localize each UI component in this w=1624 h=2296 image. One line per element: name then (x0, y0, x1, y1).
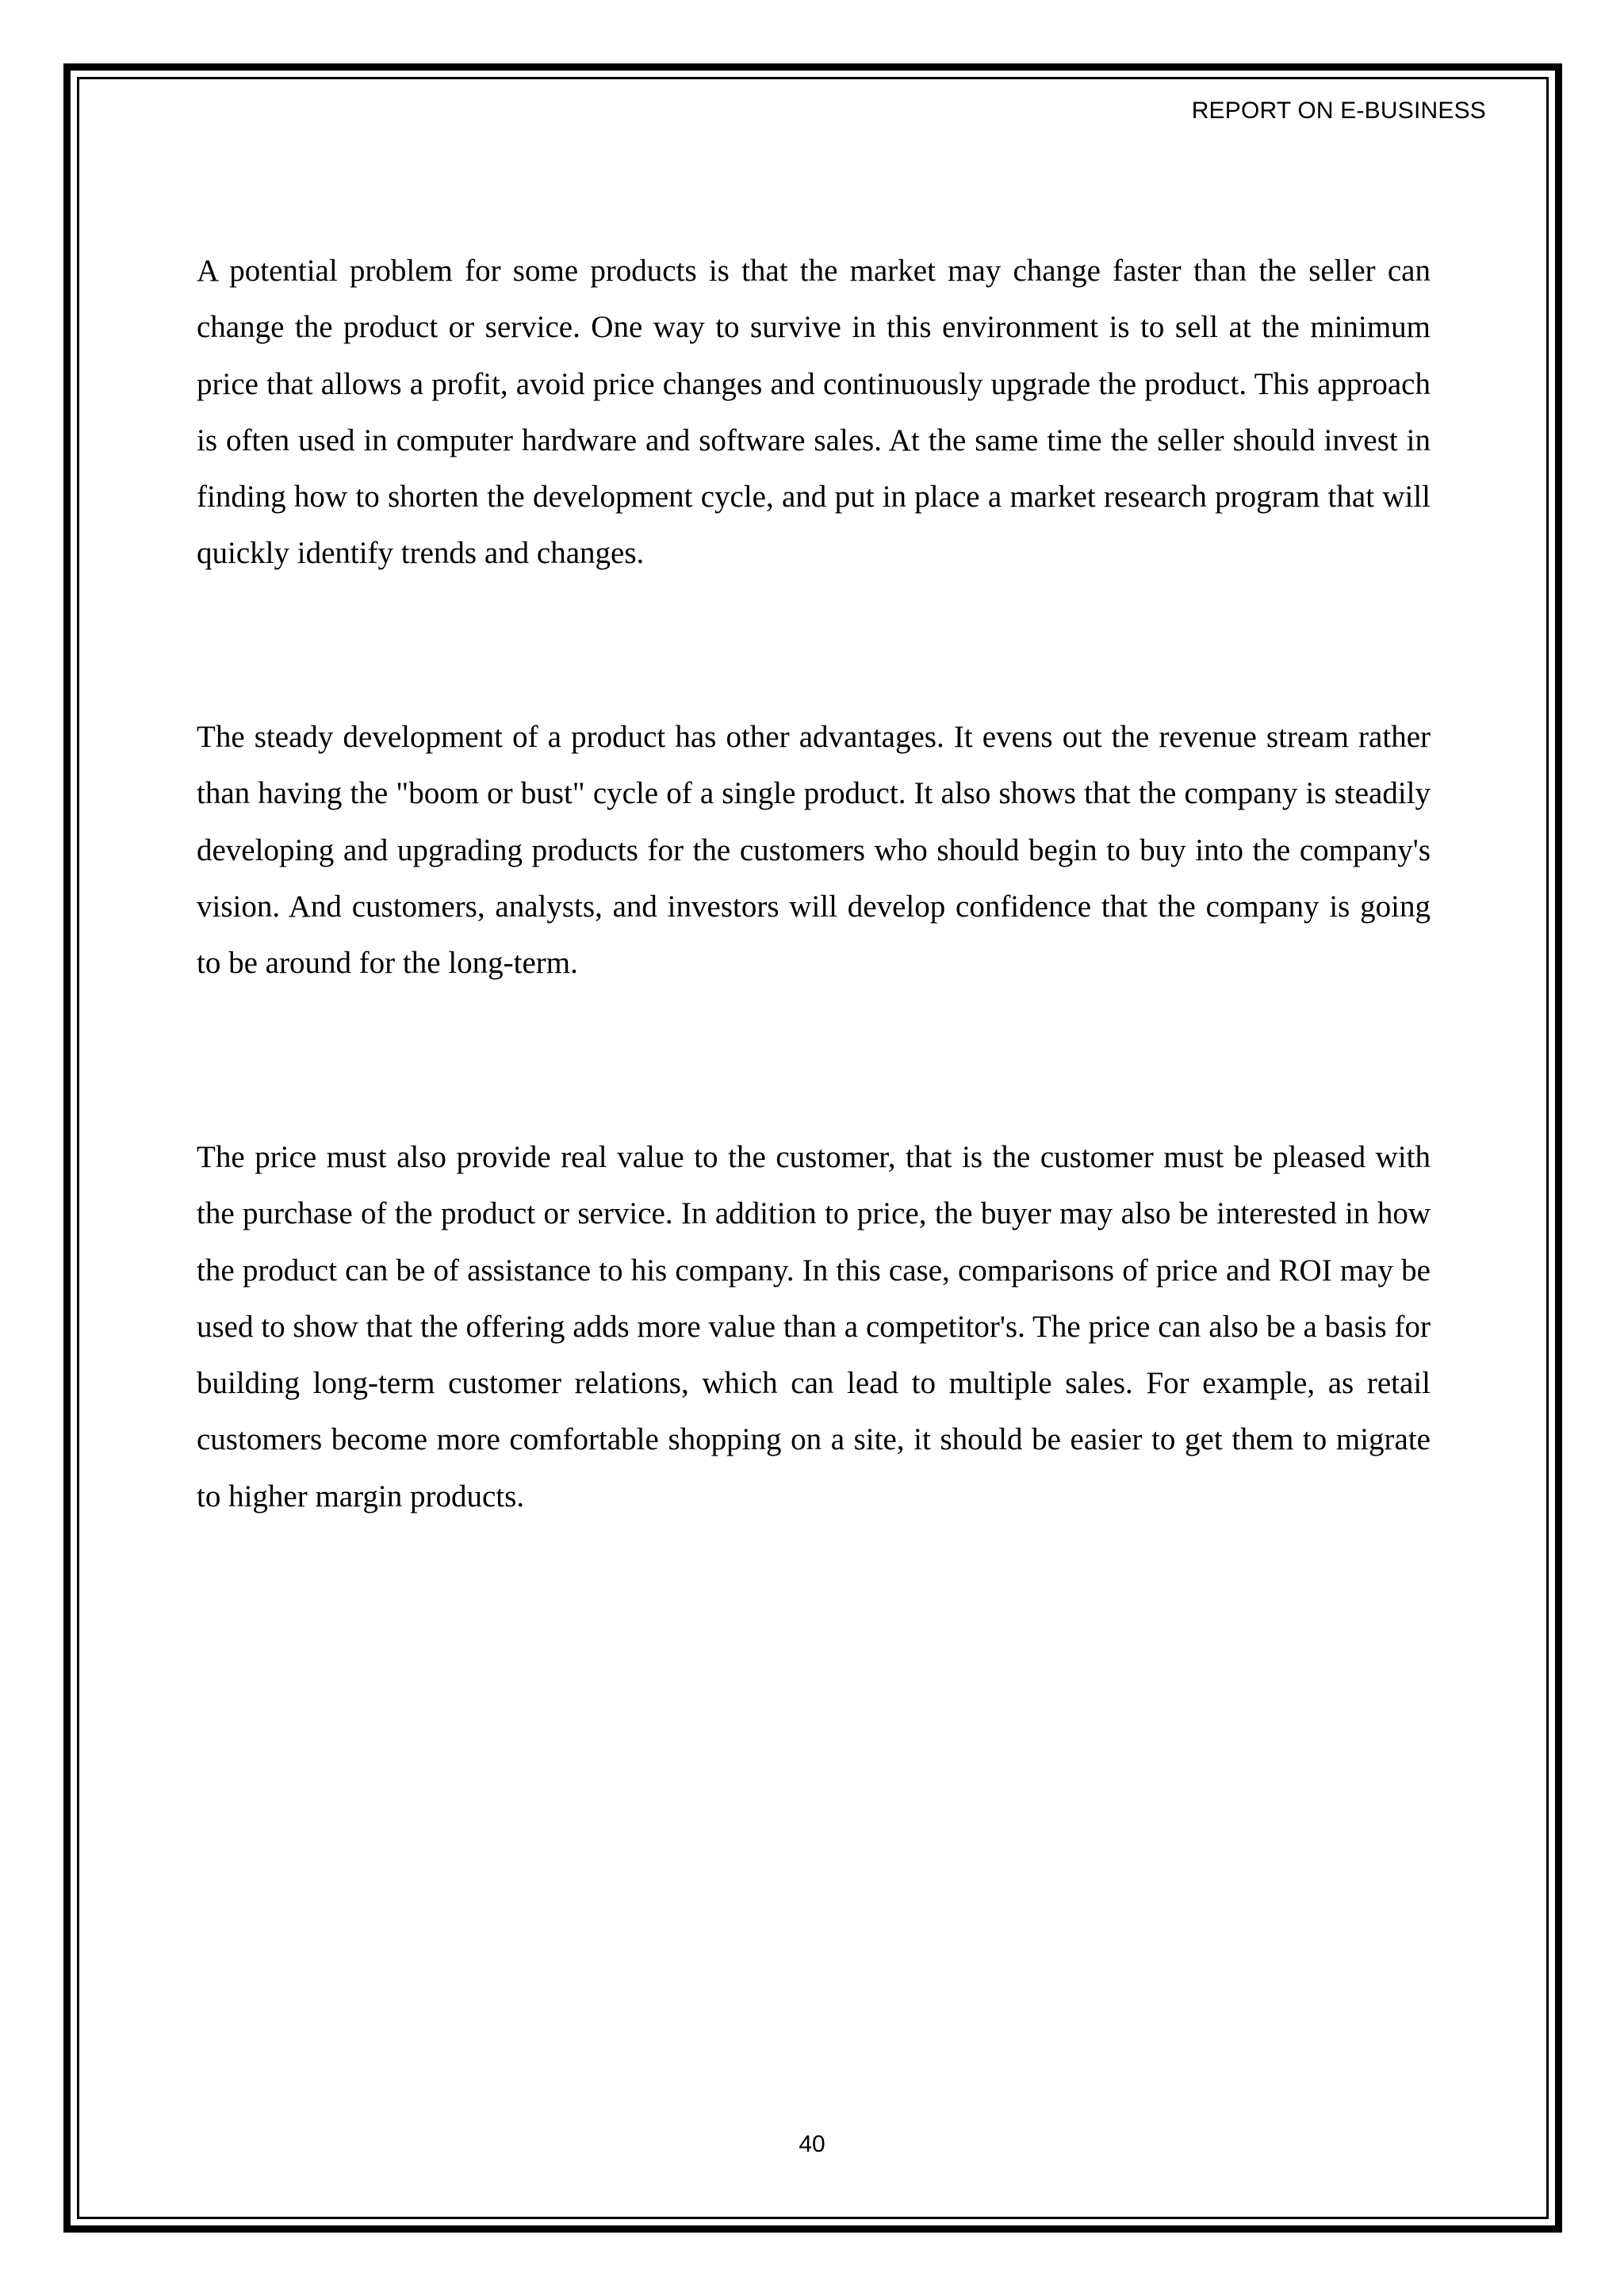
running-header: REPORT ON E-BUSINESS (1191, 98, 1486, 124)
paragraph-text: The price must also provide real value to the customer, that is the customer must be pleased with the purchase of the product or service. In addition to price, the buyer may also be interested in how the product can be of assistance to his company. In this case, comparisons of price and ROI may be used to show that the offering adds more value than a competitor's. The price can also be a basis for building long-term customer relations, which can lead to multiple sales. For example, as retail customers become more comfortable shopping on a site, it should be easier to get them to migrate to higher margin products. (197, 1140, 1431, 1513)
paragraph-text: The steady development of a product has other advantages. It evens out the revenue stream rather than having the "boom or bust" cycle of a single product. It also shows that the company is steadily developing and upgrading products for the customers who should begin to buy into the company's vision. And customers, analysts, and investors will develop confidence that the company is going to be around for the long-term. (197, 720, 1431, 981)
paragraph-3 (197, 1129, 1431, 1525)
paragraph-2 (197, 709, 1431, 991)
paragraph-1 (197, 243, 1431, 582)
paragraph-text: A potential problem for some products is that the market may change faster than the seller can change the product or service. One way to survive in this environment is to sell at the minimum price that allows a profit, avoid price changes and continuously upgrade the product. This approach is often used in computer hardware and software sales. At the same time the seller should invest in finding how to shorten the development cycle, and put in place a market research program that will quickly identify trends and changes. (197, 254, 1431, 571)
page-number: 40 (799, 2131, 825, 2157)
